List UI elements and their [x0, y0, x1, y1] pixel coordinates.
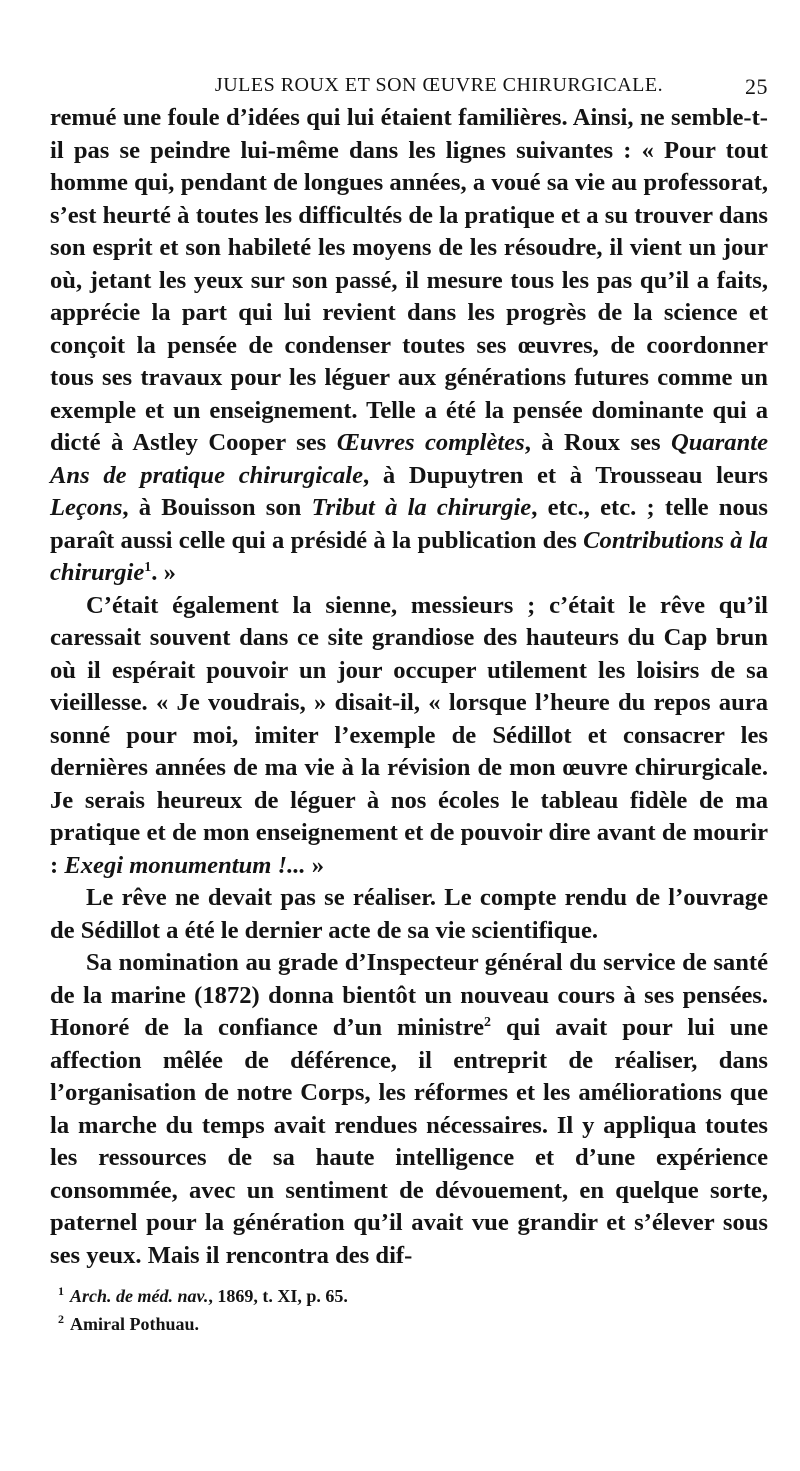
italic-text: Œuvres complètes — [336, 429, 525, 456]
page-number: 25 — [745, 74, 768, 99]
text-run: . » — [151, 559, 176, 586]
book-page — [50, 62, 768, 1336]
text-run: remué une foule d’idées qui lui étaient familières. Ainsi, ne semble-t-il pas se peindre lui-même dans les lignes suivantes : « Pour tout homme qui, pendant de longues années, a voué sa vie au professorat, s’est heurté à toutes les difficultés de la pratique et a su trouver dans son esprit et son habileté les moyens de les résoudre, il vient un jour où, jetant les yeux sur son passé, il mesure tous les pas qu’il a faits, apprécie la part qui lui revient dans les progrès de la science et conçoit la pensée de condenser toutes ses œuvres, de coordonner tous ses travaux pour les léguer aux générations futures comme un exemple et un enseignement. Telle a été la pensée dominante qui a dicté à Astley Cooper ses — [50, 104, 768, 456]
footnote-reference: 1 — [144, 559, 152, 575]
paragraph — [50, 947, 768, 1272]
running-head-title: JULES ROUX ET SON ŒUVRE CHIRURGICALE. — [214, 74, 664, 96]
text-run: , etc., etc. ; telle nous paraît aussi celle qui a présidé à la publication des — [50, 494, 769, 554]
paragraph — [50, 882, 768, 947]
footnote — [50, 1308, 768, 1336]
italic-text: Leçons — [50, 494, 123, 521]
text-run: , à Dupuytren et à Trousseau leurs — [363, 461, 768, 489]
text-run: » — [305, 851, 325, 879]
text-run: Le rêve ne devait pas se réaliser. Le compte rendu de l’ouvrage de Sédillot a été le dernier acte de sa vie scientifique. — [50, 884, 768, 944]
italic-text: Contributions à la chirurgie — [50, 526, 768, 586]
italic-text: Arch. de méd. nav. — [70, 1286, 209, 1306]
text-run: qui avait pour lui une affection mêlée de déférence, il entreprit de réaliser, dans l’organisation de notre Corps, les réformes et les améliorations que la marche du temps avait rendues nécessaires. Il y appliqua toutes les ressources de sa haute intelligence et d’une expérience consommée, avec un sentiment de dévouement, en quelque sorte, paternel pour la génération qu’il avait vue grandir et s’élever sous ses yeux. Mais il rencontra des dif- — [50, 1014, 768, 1269]
paragraph — [50, 102, 768, 590]
footnote-mark: 1 — [58, 1284, 64, 1298]
text-run: , à Roux ses — [524, 429, 671, 456]
text-run: Amiral Pothuau. — [70, 1314, 200, 1334]
footnotes — [50, 1280, 768, 1336]
text-run: , 1869, t. XI, p. 65. — [208, 1286, 348, 1306]
footnote-reference: 2 — [484, 1014, 492, 1030]
running-head — [50, 62, 768, 98]
footnote-mark: 2 — [58, 1312, 64, 1326]
text-run: , à Bouisson son — [122, 494, 312, 521]
italic-text: Exegi monumentum !... — [64, 851, 306, 879]
italic-text: Quarante Ans de pratique chirurgicale — [50, 429, 768, 489]
italic-text: Tribut à la chirurgie — [311, 494, 532, 521]
body-text — [50, 102, 768, 1272]
text-run: Sa nomination au grade d’Inspecteur général du service de santé de la marine (1872) donna bientôt un nouveau cours à ses pensées. Honoré de la confiance d’un ministre — [50, 949, 768, 1041]
footnote — [50, 1280, 768, 1308]
paragraph — [50, 590, 768, 883]
text-run: C’était également la sienne, messieurs ; c’était le rêve qu’il caressait souvent dans ce site grandiose des hauteurs du Cap brun où il espérait pouvoir un jour occuper utilement les loisirs de sa vieillesse. « Je voudrais, » disait-il, « lorsque l’heure du repos aura sonné pour moi, imiter l’exemple de Sédillot et consacrer les dernières années de ma vie à la révision de mon œuvre chirurgicale. Je serais heureux de léguer à nos écoles le tableau fidèle de ma pratique et de mon enseignement et de pouvoir dire avant de mourir : — [50, 591, 768, 879]
